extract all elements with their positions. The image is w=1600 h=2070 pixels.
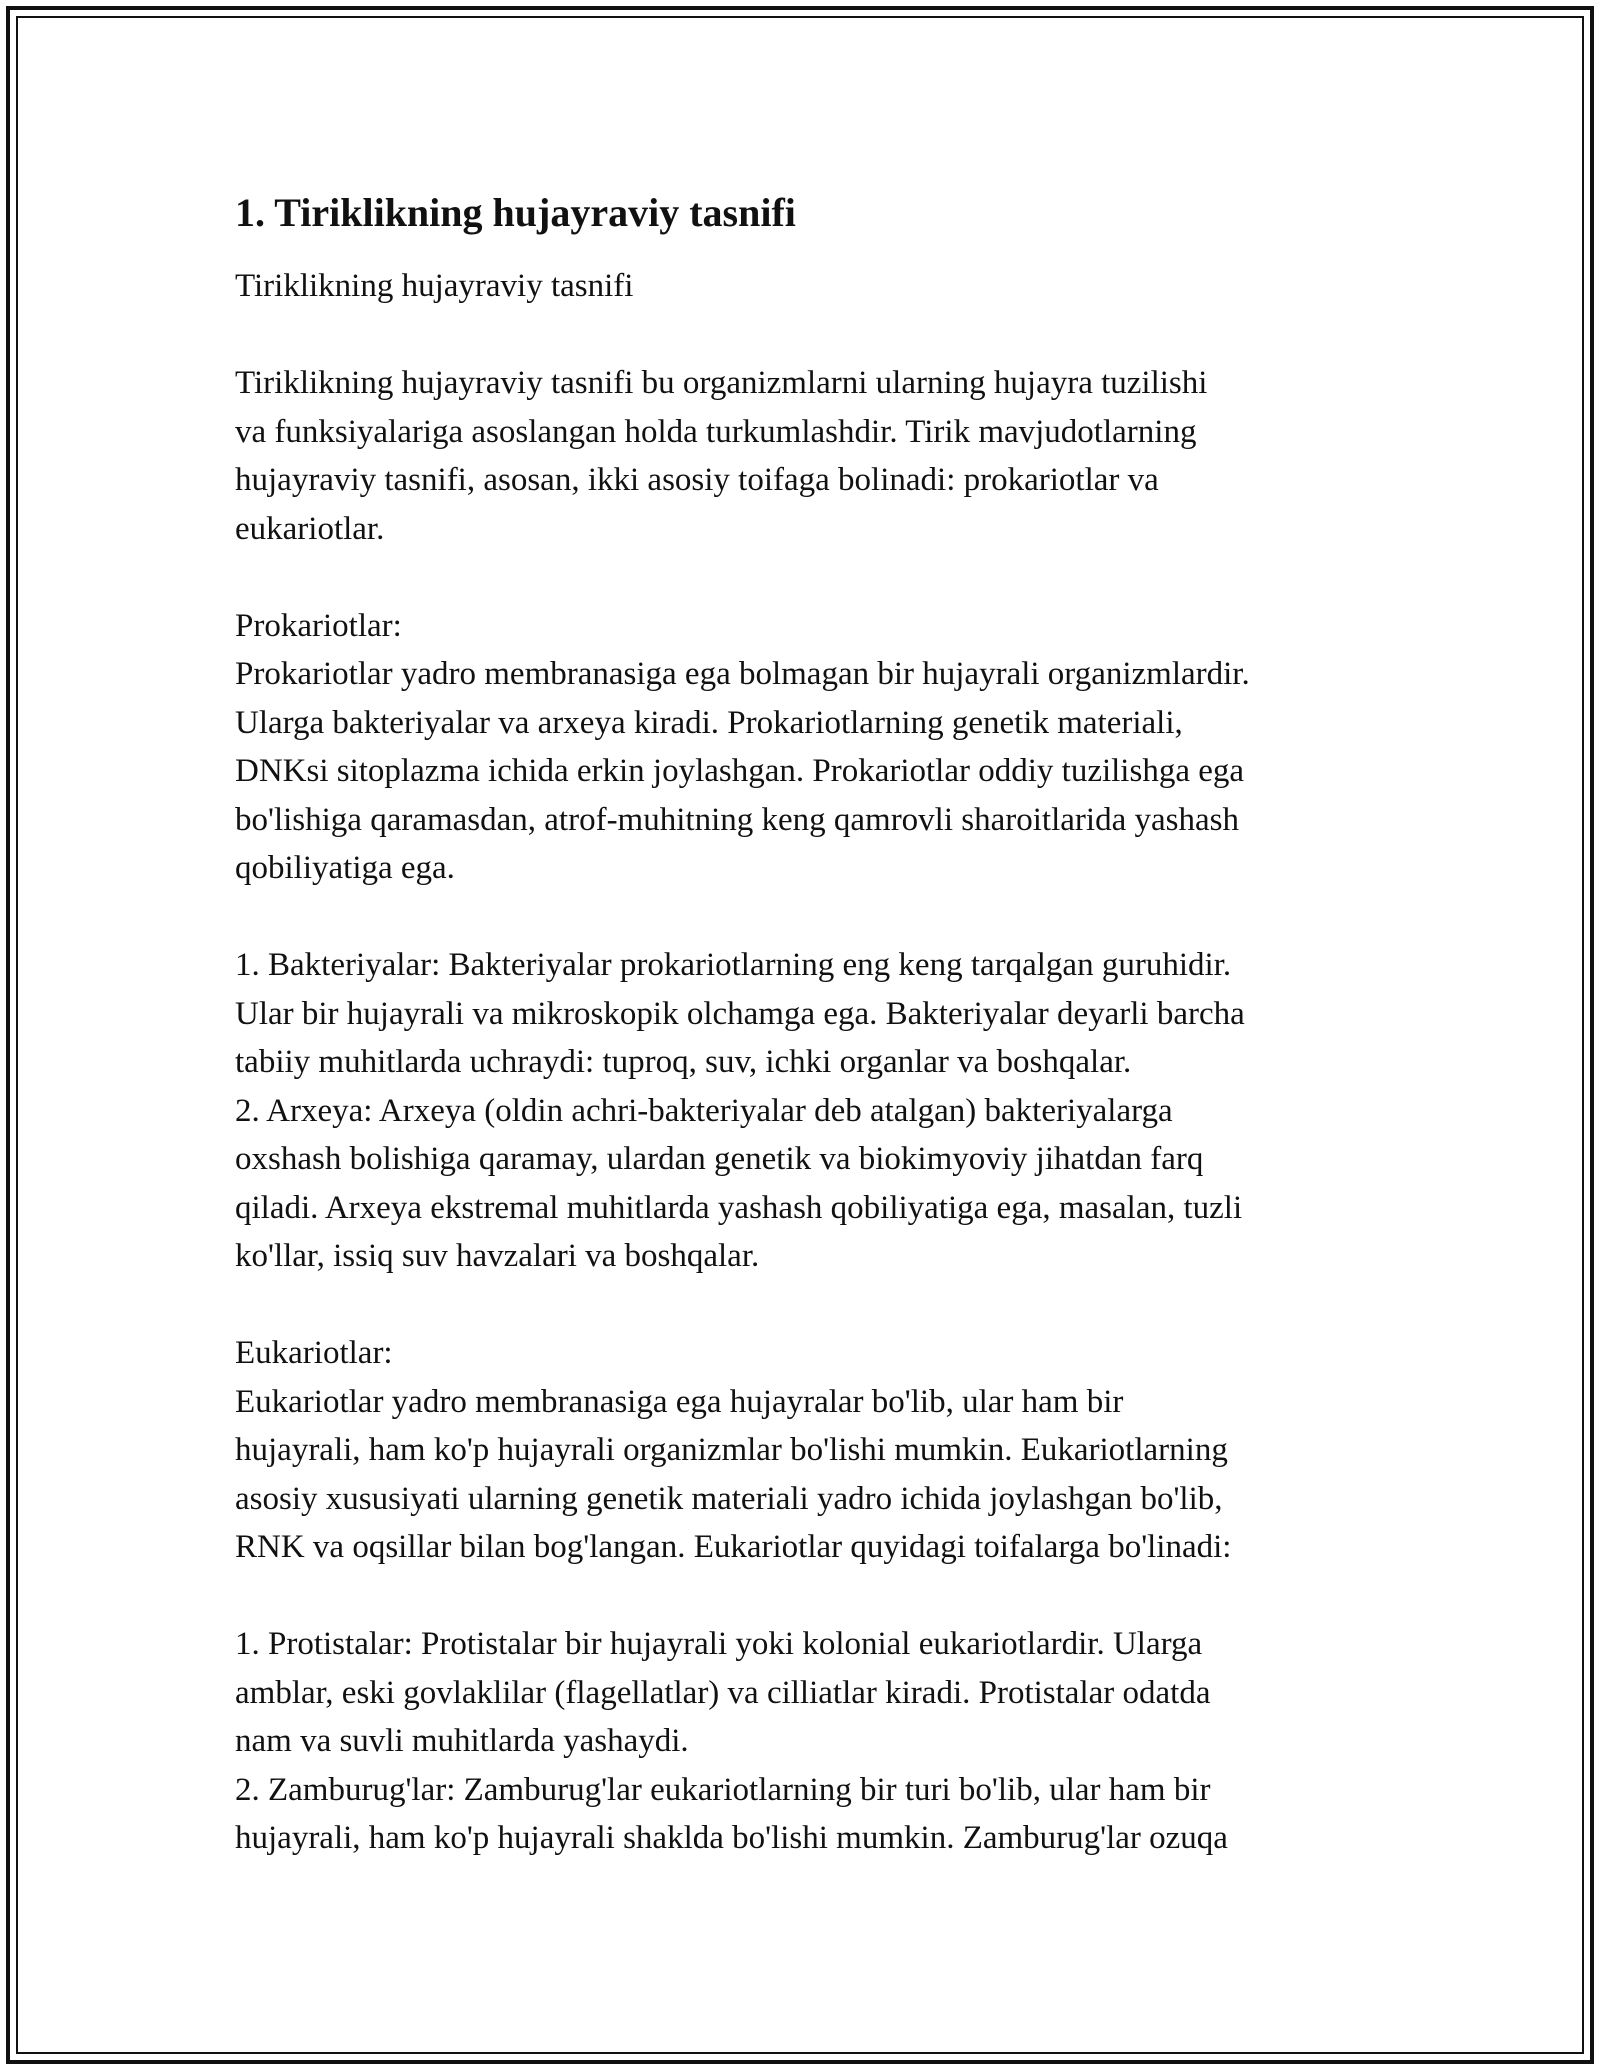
list-line: 2. Arxeya: Arxeya (oldin achri-bakteriyalar deb atalgan) bakteriyalarga [235,1092,1173,1129]
list-line: oxshash bolishiga qaramay, ulardan genetik va biokimyoviy jihatdan farq [235,1141,1204,1177]
text-line: RNK va oqsillar bilan bog'langan. Eukariotlar quyidagi toifalarga bo'linadi: [235,1529,1232,1565]
list-line: 2. Zamburug'lar: Zamburug'lar eukariotlarning bir turi bo'lib, ular ham bir [235,1771,1211,1808]
text-line: hujayraviy tasnifi, asosan, ikki asosiy toifaga bolinadi: prokariotlar va [235,462,1159,498]
section-heading: Prokariotlar: [235,607,402,644]
document-title: 1. Tiriklikning hujayraviy tasnifi [235,190,796,235]
text-line: va funksiyalariga asoslangan holda turkumlashdir. Tirik mavjudotlarning [235,413,1197,450]
list-line: ko'llar, issiq suv havzalari va boshqalar. [235,1238,760,1274]
list-line: Ular bir hujayrali va mikroskopik olchamga ega. Bakteriyalar deyarli barcha [235,995,1245,1032]
list-line: hujayrali, ham ko'p hujayrali shaklda bo'lishi mumkin. Zamburug'lar ozuqa [235,1820,1228,1856]
prokaryotes-section [235,602,1375,1281]
paragraph-spacer [235,553,1375,602]
eukaryotes-list [235,1620,1375,1863]
paragraph-spacer [235,893,1375,942]
list-line: qiladi. Arxeya ekstremal muhitlarda yashash qobiliyatiga ega, masalan, tuzli [235,1189,1243,1226]
text-line: Ularga bakteriyalar va arxeya kiradi. Prokariotlarning genetik materiali, [235,704,1183,741]
intro-paragraph [235,359,1375,553]
document-body [235,188,1375,1863]
list-line: 1. Bakteriyalar: Bakteriyalar prokariotlarning eng keng tarqalgan guruhidir. [235,947,1232,983]
document-subtitle: Tiriklikning hujayraviy tasnifi [235,268,634,304]
text-line: Prokariotlar yadro membranasiga ega bolmagan bir hujayrali organizmlardir. [235,656,1250,692]
text-line: DNKsi sitoplazma ichida erkin joylashgan. Prokariotlar oddiy tuzilishga ega [235,753,1245,789]
paragraph-spacer [235,1281,1375,1330]
list-line: nam va suvli muhitlarda yashaydi. [235,1723,689,1759]
prokaryotes-list [235,941,1375,1281]
text-line: eukariotlar. [235,510,385,547]
text-line: asosiy xususiyati ularning genetik materiali yadro ichida joylashgan bo'lib, [235,1480,1223,1517]
text-line: bo'lishiga qaramasdan, atrof-muhitning keng qamrovli sharoitlarida yashash [235,801,1239,838]
text-line: hujayrali, ham ko'p hujayrali organizmlar bo'lishi mumkin. Eukariotlarning [235,1432,1228,1468]
section-heading: Eukariotlar: [235,1335,393,1371]
eukaryotes-section [235,1329,1375,1863]
paragraph-spacer [235,311,1375,360]
paragraph-spacer [235,1572,1375,1621]
text-line: Eukariotlar yadro membranasiga ega hujayralar bo'lib, ular ham bir [235,1383,1124,1420]
text-line: qobiliyatiga ega. [235,850,455,886]
list-line: tabiiy muhitlarda uchraydi: tuproq, suv, ichki organlar va boshqalar. [235,1044,1132,1080]
list-line: 1. Protistalar: Protistalar bir hujayrali yoki kolonial eukariotlardir. Ularga [235,1626,1203,1662]
text-line: Tiriklikning hujayraviy tasnifi bu organizmlarni ularning hujayra tuzilishi [235,365,1208,401]
list-line: amblar, eski govlaklilar (flagellatlar) va cilliatlar kiradi. Protistalar odatda [235,1674,1211,1711]
